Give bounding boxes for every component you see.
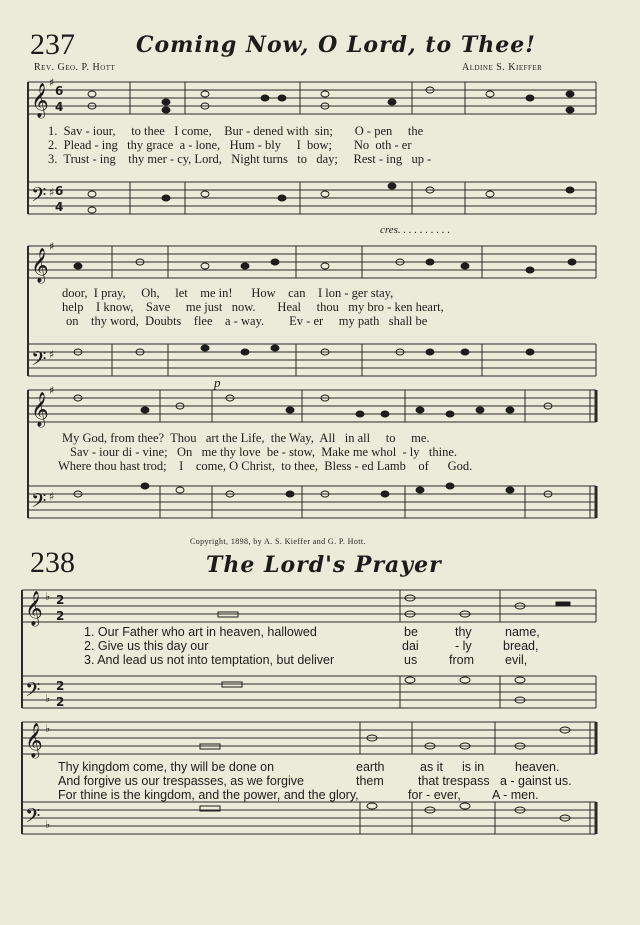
svg-text:6: 6: [55, 184, 64, 198]
hymn238-s1-v3-b: from: [449, 653, 474, 667]
hymn238-s2-v2-b: that trespass: [418, 774, 490, 788]
piano-dynamic: p: [214, 375, 221, 390]
hymn237-s1-verse3: 3. Trust - ing thy mer - cy, Lord, Night turns to day; Rest - ing up -: [48, 152, 432, 166]
hymn238-s1-v2-c: bread,: [503, 639, 539, 653]
svg-text:♭: ♭: [45, 818, 51, 831]
hymn237-s1-verse2: 2. Plead - ing thy grace a - lone, Hum - bly I bow; No oth - er: [48, 138, 412, 152]
svg-text:♯: ♯: [49, 348, 55, 361]
svg-text:𝄞: 𝄞: [31, 392, 49, 427]
bass-clef-icon: 𝄢: [31, 183, 47, 211]
hymn237-s2-verse2: help I know, Save me just now. Heal thou my bro - ken heart,: [62, 300, 444, 314]
svg-text:♭: ♭: [45, 590, 51, 603]
hymn238-s1-v3-a: us: [404, 653, 418, 667]
hymn238-s2-v1-d: heaven.: [515, 760, 560, 774]
treble-clef-icon: 𝄞: [31, 83, 49, 118]
hymn238-s1-v1-c: name,: [505, 625, 540, 639]
svg-text:♯: ♯: [49, 240, 55, 253]
svg-text:𝄞: 𝄞: [25, 591, 43, 626]
hymn238-s2-v2-a: them: [356, 774, 384, 788]
hymn238-s2-v2-c: a - gainst us.: [500, 774, 572, 788]
svg-text:♯: ♯: [49, 490, 55, 503]
hymn237-s3-verse3: Where thou hast trod; I come, O Christ, to thee, Bless - ed Lamb of God.: [58, 459, 473, 473]
svg-text:𝄞: 𝄞: [25, 723, 43, 758]
hymn237-s2-verse3: on thy word, Doubts flee a - way. Ev - er my path shall be: [66, 314, 428, 328]
hymn238-s1-verse3: 3. And lead us not into temptation, but deliver: [84, 653, 335, 667]
hymn237-s3-verse1: My God, from thee? Thou art the Life, the Way, All in all to me.: [62, 431, 430, 445]
svg-text:𝄞: 𝄞: [31, 248, 49, 283]
hymn-title-238: The Lord's Prayer: [206, 552, 442, 578]
hymn238-s2-v3-b: A - men.: [492, 788, 539, 802]
svg-text:4: 4: [55, 200, 64, 214]
hymn238-s2-verse2: And forgive us our trespasses, as we forgive: [58, 774, 304, 788]
hymn238-s2-verse1: Thy kingdom come, thy will be done on: [58, 760, 275, 774]
lyricist-credit: Rev. Geo. P. Hott: [34, 62, 116, 73]
hymn238-s1-v2-b: - ly: [455, 639, 472, 653]
svg-text:4: 4: [55, 100, 64, 114]
hymn-title-237: Coming Now, O Lord, to Thee!: [136, 32, 536, 58]
copyright-notice: Copyright, 1898, by A. S. Kieffer and G. P. Hott.: [190, 537, 366, 546]
svg-text:𝄢: 𝄢: [31, 347, 47, 375]
svg-text:𝄢: 𝄢: [31, 489, 47, 517]
hymn238-s2-v1-b: as it: [420, 760, 443, 774]
hymn-number-238: 238: [30, 546, 75, 579]
hymn238-s2-v3-a: for - ever,: [408, 788, 461, 802]
svg-text:♭: ♭: [45, 692, 51, 705]
hymn-number-237: 237: [30, 28, 75, 61]
hymn238-s1-v1-b: thy: [455, 625, 472, 639]
svg-text:♯: ♯: [49, 76, 55, 89]
svg-text:♭: ♭: [45, 722, 51, 735]
composer-credit: Aldine S. Kieffer: [462, 62, 543, 73]
hymn237-s1-verse1: 1. Sav - iour, to thee I come, Bur - dened with sin; O - pen the: [48, 124, 424, 138]
hymn237-s3-verse2: Sav - iour di - vine; On me thy love be - stow, Make me whol - ly thine.: [70, 445, 457, 459]
hymn238-s1-v2-a: dai: [402, 639, 419, 653]
svg-text:2: 2: [56, 609, 65, 623]
svg-text:♯: ♯: [49, 384, 55, 397]
hymn238-s2-v1-a: earth: [356, 760, 385, 774]
svg-text:2: 2: [56, 679, 65, 693]
hymn238-s1-verse1: 1. Our Father who art in heaven, hallowed: [84, 625, 317, 639]
svg-text:2: 2: [56, 593, 65, 607]
hymn238-s2-v1-c: is in: [462, 760, 485, 774]
svg-text:𝄢: 𝄢: [25, 678, 41, 706]
svg-text:2: 2: [56, 695, 65, 709]
hymn238-s2-verse3: For thine is the kingdom, and the power, and the glory,: [58, 788, 359, 802]
crescendo-marking: cres. . . . . . . . . .: [380, 224, 451, 236]
hymn238-s1-verse2: 2. Give us this day our: [84, 639, 209, 653]
hymn237-s2-verse1: door, I pray, Oh, let me in! How can I lon - ger stay,: [62, 286, 394, 300]
hymn238-s1-v3-c: evil,: [505, 653, 528, 667]
hymn238-s1-v1-a: be: [404, 625, 418, 639]
svg-text:𝄢: 𝄢: [25, 804, 41, 832]
svg-text:♯: ♯: [49, 186, 55, 199]
svg-text:6: 6: [55, 84, 64, 98]
